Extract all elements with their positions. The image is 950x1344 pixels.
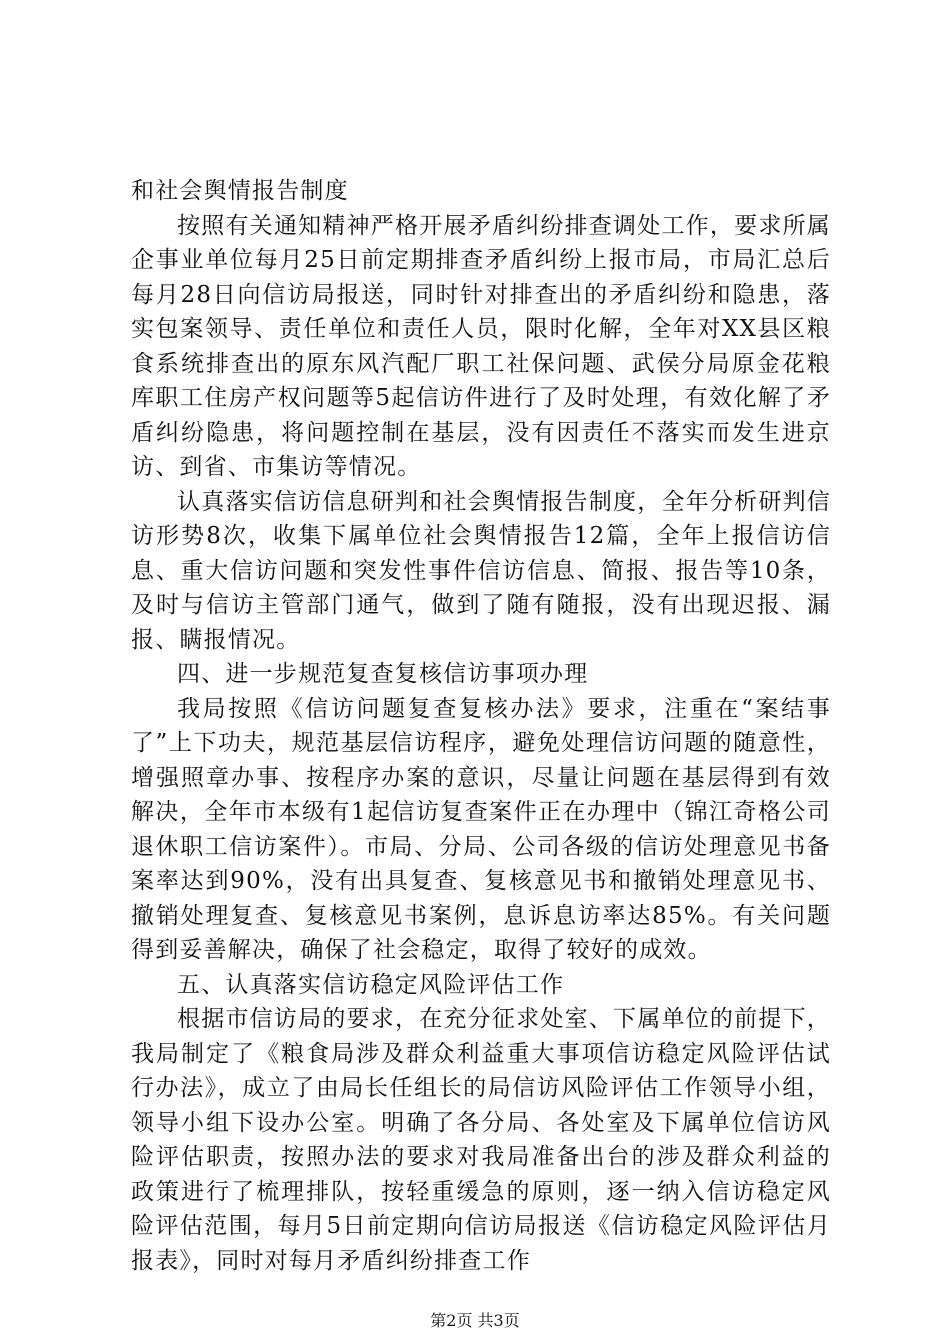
- paragraph-information-analysis: 认真落实信访信息研判和社会舆情报告制度，全年分析研判信访形势8次，收集下属单位社会舆情报告12篇，全年上报信访信息、重大信访问题和突发性事件信访信息、简报、报告等10条，及时与信访主管部门通气，做到了随有随报，没有出现迟报、漏报、瞒报情况。: [131, 488, 831, 653]
- page-footer: [0, 1308, 950, 1331]
- paragraph-risk-assessment: 根据市信访局的要求，在充分征求处室、下属单位的前提下，我局制定了《粮食局涉及群众利益重大事项信访稳定风险评估试行办法》，成立了由局长任组长的局信访风险评估工作领导小组，领导小组下设办公室。明确了各分局、各处室及下属单位信访风险评估职责，按照办法的要求对我局准备出台的涉及群众利益的政策进行了梳理排队，按轻重缓急的原则，逐一纳入信访稳定风险评估范围，每月5日前定期向信访局报送《信访稳定风险评估月报表》，同时对每月矛盾纠纷排查工作: [131, 1006, 831, 1274]
- section-heading-five: 五、认真落实信访稳定风险评估工作: [177, 971, 565, 998]
- paragraph-dispute-screening: 按照有关通知精神严格开展矛盾纠纷排查调处工作，要求所属企事业单位每月25日前定期排查矛盾纠纷上报市局，市局汇总后每月28日向信访局报送，同时针对排查出的矛盾纠纷和隐患，落实包案领导、责任单位和责任人员，限时化解，全年对XX县区粮食系统排查出的原东风汽配厂职工社保问题、武侯分局原金花粮库职工住房产权问题等5起信访件进行了及时处理，有效化解了矛盾纠纷隐患，将问题控制在基层，没有因责任不落实而发生进京访、到省、市集访等情况。: [131, 212, 831, 480]
- paragraph-review-procedure: 我局按照《信访问题复查复核办法》要求，注重在“案结事了”上下功夫，规范基层信访程序，避免处理信访问题的随意性，增强照章办事、按程序办案的意识，尽量让问题在基层得到有效解决，全年市本级有1起信访复查案件正在办理中（锦江奇格公司退休职工信访案件）。市局、分局、公司各级的信访处理意见书备案率达到90%，没有出具复查、复核意见书和撤销处理意见书、撤销处理复查、复核意见书案例，息诉息访率达85%。有关问题得到妥善解决，确保了社会稳定，取得了较好的成效。: [131, 695, 831, 963]
- paragraph-continuation: 和社会舆情报告制度: [131, 178, 349, 204]
- section-heading-four: 四、进一步规范复查复核信访事项办理: [177, 661, 589, 687]
- document-body: [131, 174, 831, 1278]
- page-number-label: 第2页 共3页: [430, 1311, 520, 1330]
